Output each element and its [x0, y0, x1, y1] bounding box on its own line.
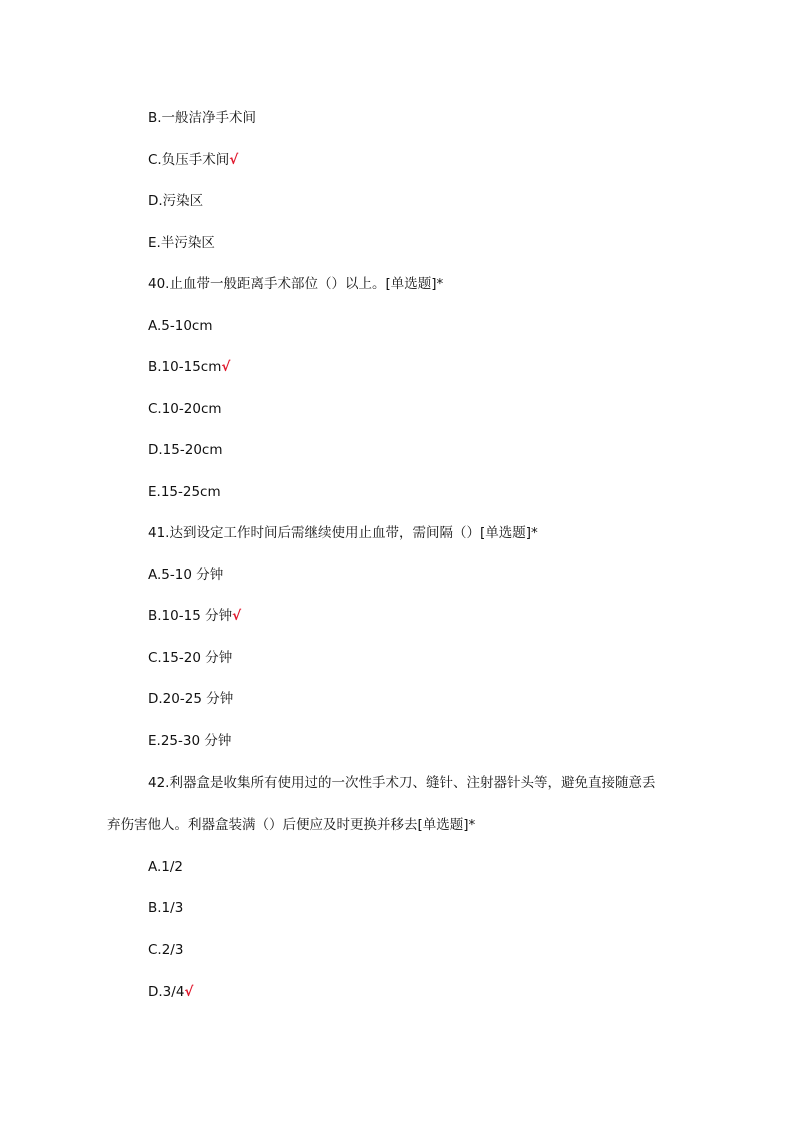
- q41-option-a: [148, 565, 223, 585]
- q40-option-b: [148, 357, 230, 377]
- q39-option-c: [148, 150, 238, 170]
- q40-option-c: [148, 399, 222, 419]
- q41-question: 41.达到设定工作时间后需继续使用止血带，需间隔（）[单选题]*: [148, 525, 538, 541]
- q40-option-d: [148, 440, 223, 460]
- q40-option-e: [148, 482, 221, 502]
- option-text: E.15-25cm: [148, 484, 221, 500]
- q42-question-line-1: 42.利器盒是收集所有使用过的一次性手术刀、缝针、注射器针头等，避免直接随意丢: [148, 775, 656, 791]
- option-text: C.10-20cm: [148, 401, 222, 417]
- option-text: D.15-20cm: [148, 442, 223, 458]
- q42-option-a: [148, 857, 183, 877]
- option-text: E.25-30 分钟: [148, 733, 232, 749]
- option-text: C.15-20 分钟: [148, 650, 233, 666]
- correct-check-icon: √: [232, 608, 242, 624]
- q41-option-c: [148, 648, 232, 668]
- option-text: B.10-15cm: [148, 359, 222, 375]
- q42-question-line-2: 弃伤害他人。利器盒装满（）后便应及时更换并移去[单选题]*: [107, 817, 476, 833]
- q40-option-a: [148, 316, 213, 336]
- option-text: C.负压手术间: [148, 152, 230, 168]
- option-text: A.1/2: [148, 859, 184, 875]
- q39-option-d: [148, 191, 203, 211]
- option-text: C.2/3: [148, 942, 184, 958]
- option-text: B.1/3: [148, 900, 184, 916]
- q41-option-d: [148, 689, 233, 709]
- option-text: A.5-10cm: [148, 318, 213, 334]
- option-text: B.一般洁净手术间: [148, 110, 257, 126]
- q40-question: 40.止血带一般距离手术部位（）以上。[单选题]*: [148, 276, 444, 292]
- q41-option-b: [148, 606, 241, 626]
- q41-option-e: [148, 731, 231, 751]
- q42-option-d: [148, 982, 193, 1002]
- option-text: D.3/4: [148, 984, 185, 1000]
- option-text: D.20-25 分钟: [148, 691, 234, 707]
- option-text: B.10-15 分钟: [148, 608, 233, 624]
- correct-check-icon: √: [221, 359, 231, 375]
- option-text: D.污染区: [148, 193, 204, 209]
- q39-option-b: [148, 108, 256, 128]
- option-text: A.5-10 分钟: [148, 567, 224, 583]
- option-text: E.半污染区: [148, 235, 215, 251]
- q42-option-c: [148, 940, 183, 960]
- correct-check-icon: √: [184, 984, 194, 1000]
- q39-option-e: [148, 233, 215, 253]
- correct-check-icon: √: [229, 152, 239, 168]
- q42-option-b: [148, 898, 183, 918]
